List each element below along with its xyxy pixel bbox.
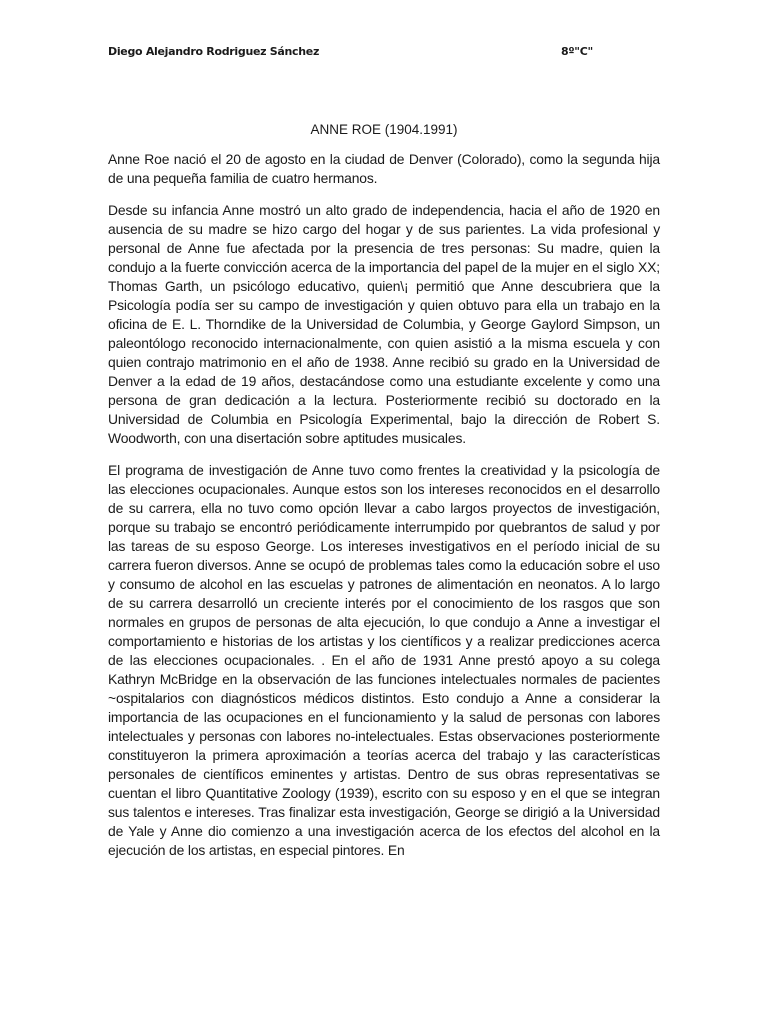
- document-body: [108, 150, 660, 873]
- author-name: Diego Alejandro Rodriguez Sánchez: [108, 45, 320, 58]
- paragraph: Desde su infancia Anne mostró un alto grado de independencia, hacia el año de 1920 en ausencia de su madre se hizo cargo del hogar y de sus parientes. La vida profesional y personal de Anne fue afectada por la presencia de tres personas: Su madre, quien la condujo a la fuerte convicción acerca de la importancia del papel de la mujer en el siglo XX; Thomas Garth, un psicólogo educativo, quien\¡ permitió que Anne descubriera que la Psicología podía ser su campo de investigación y quien obtuvo para ella un trabajo en la oficina de E. L. Thorndike de la Universidad de Columbia, y George Gaylord Simpson, un paleontólogo reconocido internacionalmente, con quien asistió a la misma escuela y con quien contrajo matrimonio en el año de 1938. Anne recibió su grado en la Universidad de Denver a la edad de 19 años, destacándose como una estudiante excelente y como una persona de gran dedicación a la lectura. Posteriormente recibió su doctorado en la Universidad de Columbia en Psicología Experimental, bajo la dirección de Robert S. Woodworth, con una disertación sobre aptitudes musicales.: [108, 202, 660, 446]
- paragraph: El programa de investigación de Anne tuvo como frentes la creatividad y la psicología de las elecciones ocupacionales. Aunque estos son los intereses reconocidos en el desarrollo de su carrera, ella no tuvo como opción llevar a cabo largos proyectos de investigación, porque su trabajo se encontró periódicamente interrumpido por quebrantos de salud y por las tareas de su esposo George. Los intereses investigativos en el período inicial de su carrera fueron diversos. Anne se ocupó de problemas tales como la educación sobre el uso y consumo de alcohol en las escuelas y patrones de alimentación en neonatos. A lo largo de su carrera desarrolló un creciente interés por el conocimiento de los rasgos que son normales en grupos de personas de alta ejecución, lo que condujo a Anne a investigar el comportamiento e historias de los artistas y los científicos y a realizar predicciones acerca de las elecciones ocupacionales. . En el año de 1931 Anne prestó apoyo a su colega Kathryn McBridge en la observación de las funciones intelectuales normales de pacientes ~ospitalarios con diagnósticos médicos distintos. Esto condujo a Anne a considerar la importancia de las ocupaciones en el funcionamiento y la salud de personas con labores intelectuales y personas con labores no-intelectuales. Estas observaciones posteriormente constituyeron la primera aproximación a teorías acerca del trabajo y las características personales de científicos eminentes y artistas. Dentro de sus obras representativas se cuentan el libro Quantitative Zoology (1939), escrito con su esposo y en el que se integran sus talentos e intereses. Tras finalizar esta investigación, George se dirigió a la Universidad de Yale y Anne dio comienzo a una investigación acerca de los efectos del alcohol en la ejecución de los artistas, en especial pintores. En: [108, 462, 660, 858]
- document-title: ANNE ROE (1904.1991): [310, 122, 458, 137]
- paragraph: Anne Roe nació el 20 de agosto en la ciudad de Denver (Colorado), como la segunda hija de una pequeña familia de cuatro hermanos.: [108, 151, 660, 186]
- page-header: [108, 45, 660, 65]
- grade-label: 8º"C": [561, 45, 593, 58]
